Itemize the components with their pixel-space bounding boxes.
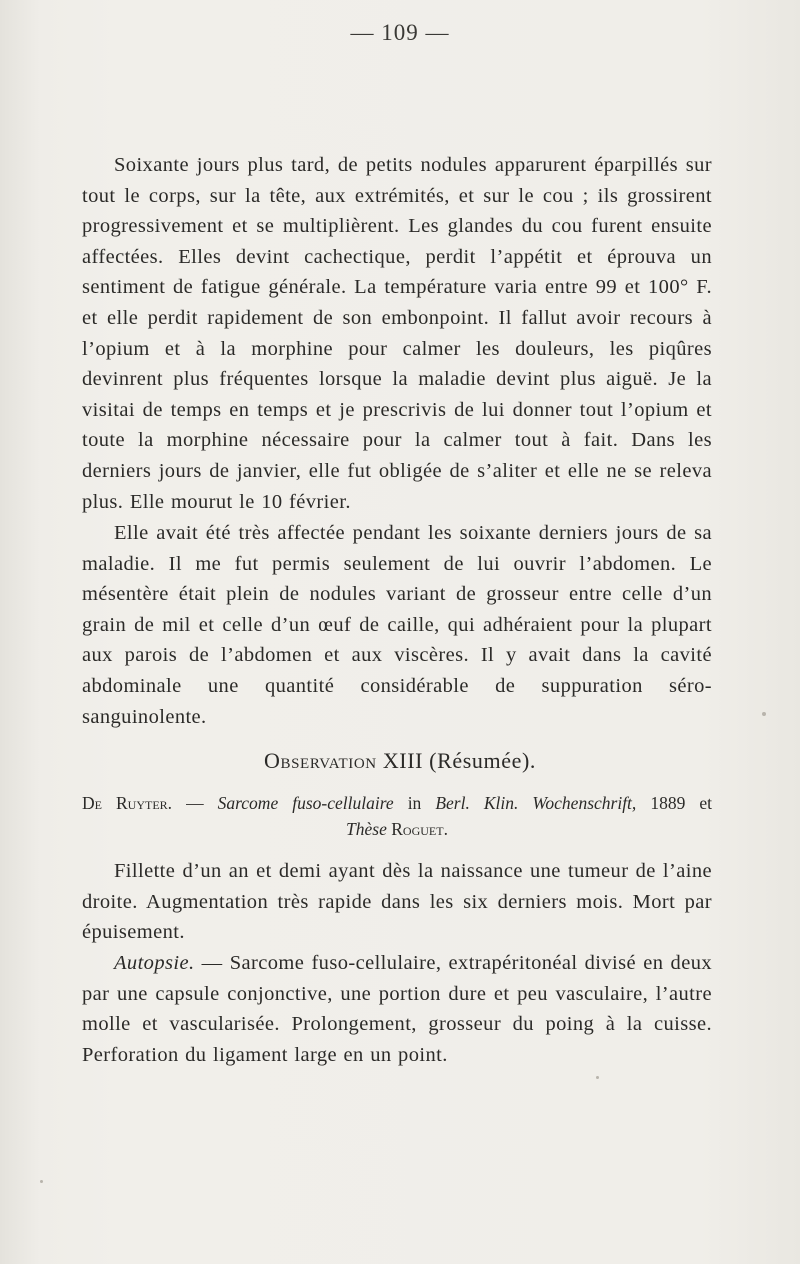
paper-speck [762, 712, 766, 716]
paper-speck [596, 1076, 599, 1079]
reference-line-2 [82, 816, 712, 842]
paper-speck [40, 1180, 43, 1183]
reference-journal: Berl. Klin. Wochenschrift, [435, 793, 637, 813]
summary-paragraph [82, 856, 712, 948]
autopsy-text [82, 948, 712, 1070]
paragraph-text: Soixante jours plus tard, de petits nodules apparurent éparpillés sur tout le corps, sur la tête, aux extrémités, et sur le cou ; ils grossirent progressivement et se multiplièrent. Les glandes du cou furent ensuite affectées. Elles devint cachectique, perdit l’appétit et éprouva un sentiment de fatigue générale. La température varia entre 99 et 100° F. et elle perdit rapidement de son embonpoint. Il fallut avoir recours à l’opium et à la morphine pour calmer les douleurs, les piqûres devinrent plus fréquentes lorsque la maladie devint plus aiguë. Je la visitai de temps en temps et je prescrivis de lui donner tout l’opium et toute la morphine nécessaire pour la calmer tout à fait. Dans les derniers jours de janvier, elle fut obligée de s’aliter et elle ne se releva plus. Elle mourut le 10 février. [82, 154, 712, 513]
reference-work: Sarcome fuso-cellulaire [217, 793, 394, 813]
reference-author: De Ruyter. [82, 793, 173, 813]
reference-year: 1889 et [636, 793, 712, 813]
autopsy-body: — Sarcome fuso-cellulaire, extrapéritonéal divisé en deux par une capsule conjonctive, une portion dure et peu vasculaire, l’autre molle et vascularisée. Prolongement, grosseur du poing à la cuisse. Perforation du ligament large en un point. [82, 952, 712, 1066]
reference-dash: — [172, 793, 218, 813]
page-number: — 109 — [350, 20, 450, 45]
observation-title-word: Observation [264, 748, 377, 773]
autopsy-paragraph [82, 948, 712, 1070]
paragraph-text: Elle avait été très affectée pendant les soixante derniers jours de sa maladie. Il me fut permis seulement de lui ouvrir l’abdomen. Le mésentère était plein de nodules variant de grosseur entre celle d’un grain de mil et celle d’un œuf de caille, qui adhéraient pour la plupart aux parois de l’abdomen et aux viscères. Il y avait dans la cavité abdominale une quantité considérable de suppuration séro-sanguinolente. [82, 522, 712, 728]
observation-title-rest: XIII (Résumée). [376, 748, 536, 773]
paragraph [82, 518, 712, 732]
reference-these-author: Roguet. [386, 819, 448, 839]
reference-line-1 [82, 790, 712, 816]
bibliographic-reference [82, 790, 712, 842]
reference-in: in [393, 793, 436, 813]
summary-text: Fillette d’un an et demi ayant dès la naissance une tumeur de l’aine droite. Augmentation très rapide dans les six derniers mois. Mort par épuisement. [82, 860, 712, 944]
observation-heading [0, 748, 800, 774]
reference-these-word: Thèse [346, 819, 387, 839]
autopsy-label: Autopsie. [114, 952, 195, 974]
paragraph [82, 150, 712, 517]
